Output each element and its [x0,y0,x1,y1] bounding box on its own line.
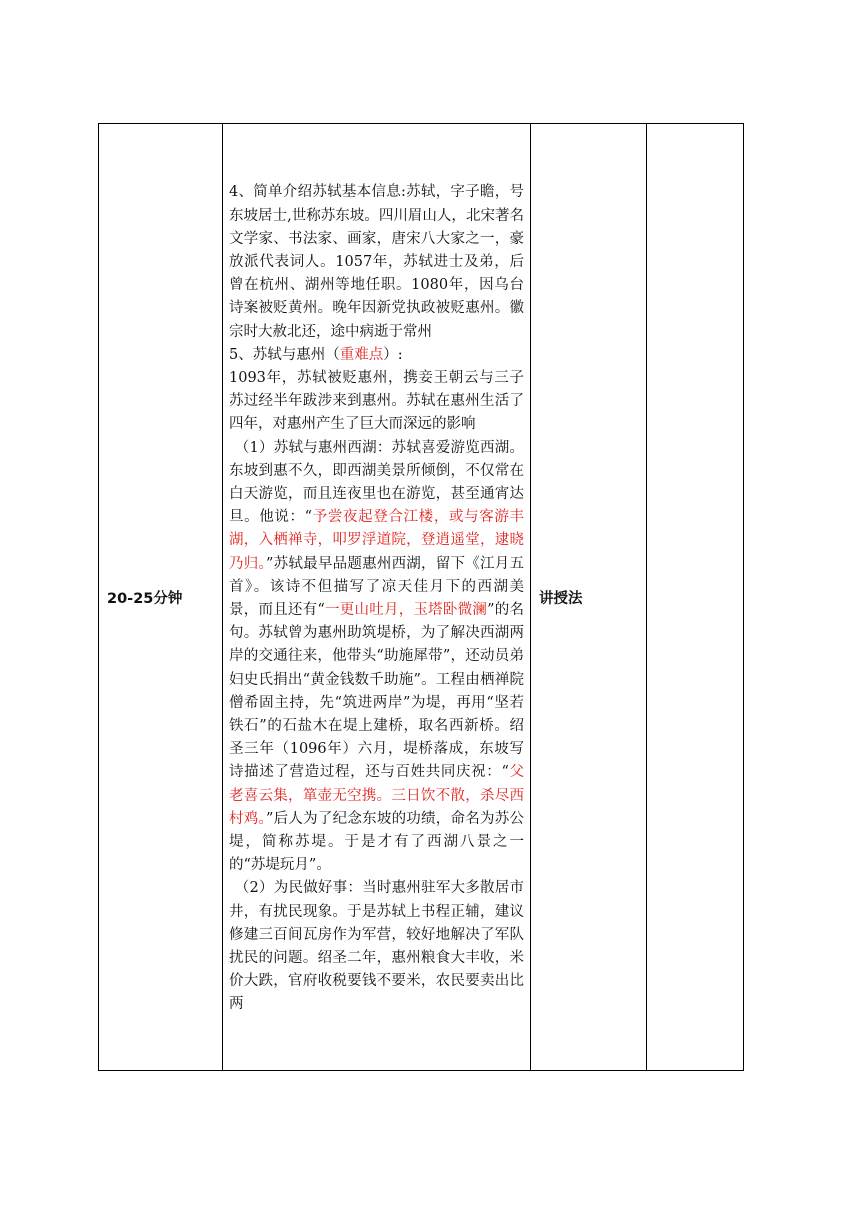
text-segment: ”后人为了纪念东坡的功绩，命名为苏公堤，简称苏堤。于是才有了西湖八景之一的“苏堤玩月”。 [229,810,524,874]
quote-highlight: 父老喜云集，箪壶无空携。三日饮不散，杀尽西村鸡。 [229,764,524,827]
method-cell [531,124,647,1071]
time-label: 20-25分钟 [107,590,183,607]
paragraph-good-deeds: （2）为民做好事：当时惠州驻军大多散居市井，有扰民现象。于是苏轼上书程正辅，建议修建三百间瓦房作为军营，较好地解决了军队扰民的问题。绍圣二年，惠州粮食大丰收，米价大跌，官府收税要钱不要米，农民要卖出比两 [229,880,524,1013]
key-point-label: 重难点 [339,346,384,363]
text-segment: （1）苏轼与惠州西湖：苏轼喜爱游览西湖。东坡到惠不久，即西湖美景所倾倒，不仅常在白天游览，而且连夜里也在游览，甚至通宵达旦。他说：“ [229,439,524,526]
paragraph-huizhou-exile: 1093年，苏轼被贬惠州，携妾王朝云与三子苏过经半年跋涉来到惠州。苏轼在惠州生活了四年，对惠州产生了巨大而深远的影响 [229,369,524,433]
quote-highlight: 一更山吐月，玉塔卧微澜 [324,602,488,618]
lesson-content [223,177,530,1016]
paragraph-west-lake [229,437,524,878]
paragraph-su-shi-intro: 4、简单介绍苏轼基本信息:苏轼，字子瞻，号东坡居士,世称苏东坡。四川眉山人，北宋著名文学家、书法家、画家，唐宋八大家之一，豪放派代表词人。1057年，苏轼进士及弟，后曾在杭州、湖州等地任职。1080年，因乌台诗案被贬黄州。晚年因新党执政被贬惠州。徽宗时大赦北还，途中病逝于常州 [229,184,524,340]
time-cell [99,124,223,1071]
paragraph-section-heading [229,344,524,367]
text-segment: ”的名句。苏轼曾为惠州助筑堤桥，为了解决西湖两岸的交通往来，他带头“助施犀带”，还动员弟妇史氏捐出“黄金钱数千助施”。工程由栖禅院僧希固主持，先“筑进两岸”为堤，再用“坚若铁石”的石盐木在堤上建桥，取名西新桥。绍圣三年（1096年）六月，堤桥落成，东坡写诗描述了营造过程，还与百姓共同庆祝：“ [229,602,524,781]
content-cell [223,124,531,1071]
table-row [99,124,744,1071]
method-label: 讲授法 [539,590,583,607]
lesson-plan-table [98,123,744,1071]
text-segment: ”苏轼最早品题惠州西湖，留下《江月五首》。该诗不但描写了凉天佳月下的西湖美景，而且还有“ [229,555,524,618]
note-cell [647,124,744,1071]
heading-text: 5、苏轼与惠州（ [229,346,340,363]
heading-text-end: ）: [383,346,403,363]
quote-highlight: 予尝夜起登合江楼，或与客游丰湖，入栖禅寺，叩罗浮道院，登逍遥堂，逮晓乃归。 [229,509,524,572]
